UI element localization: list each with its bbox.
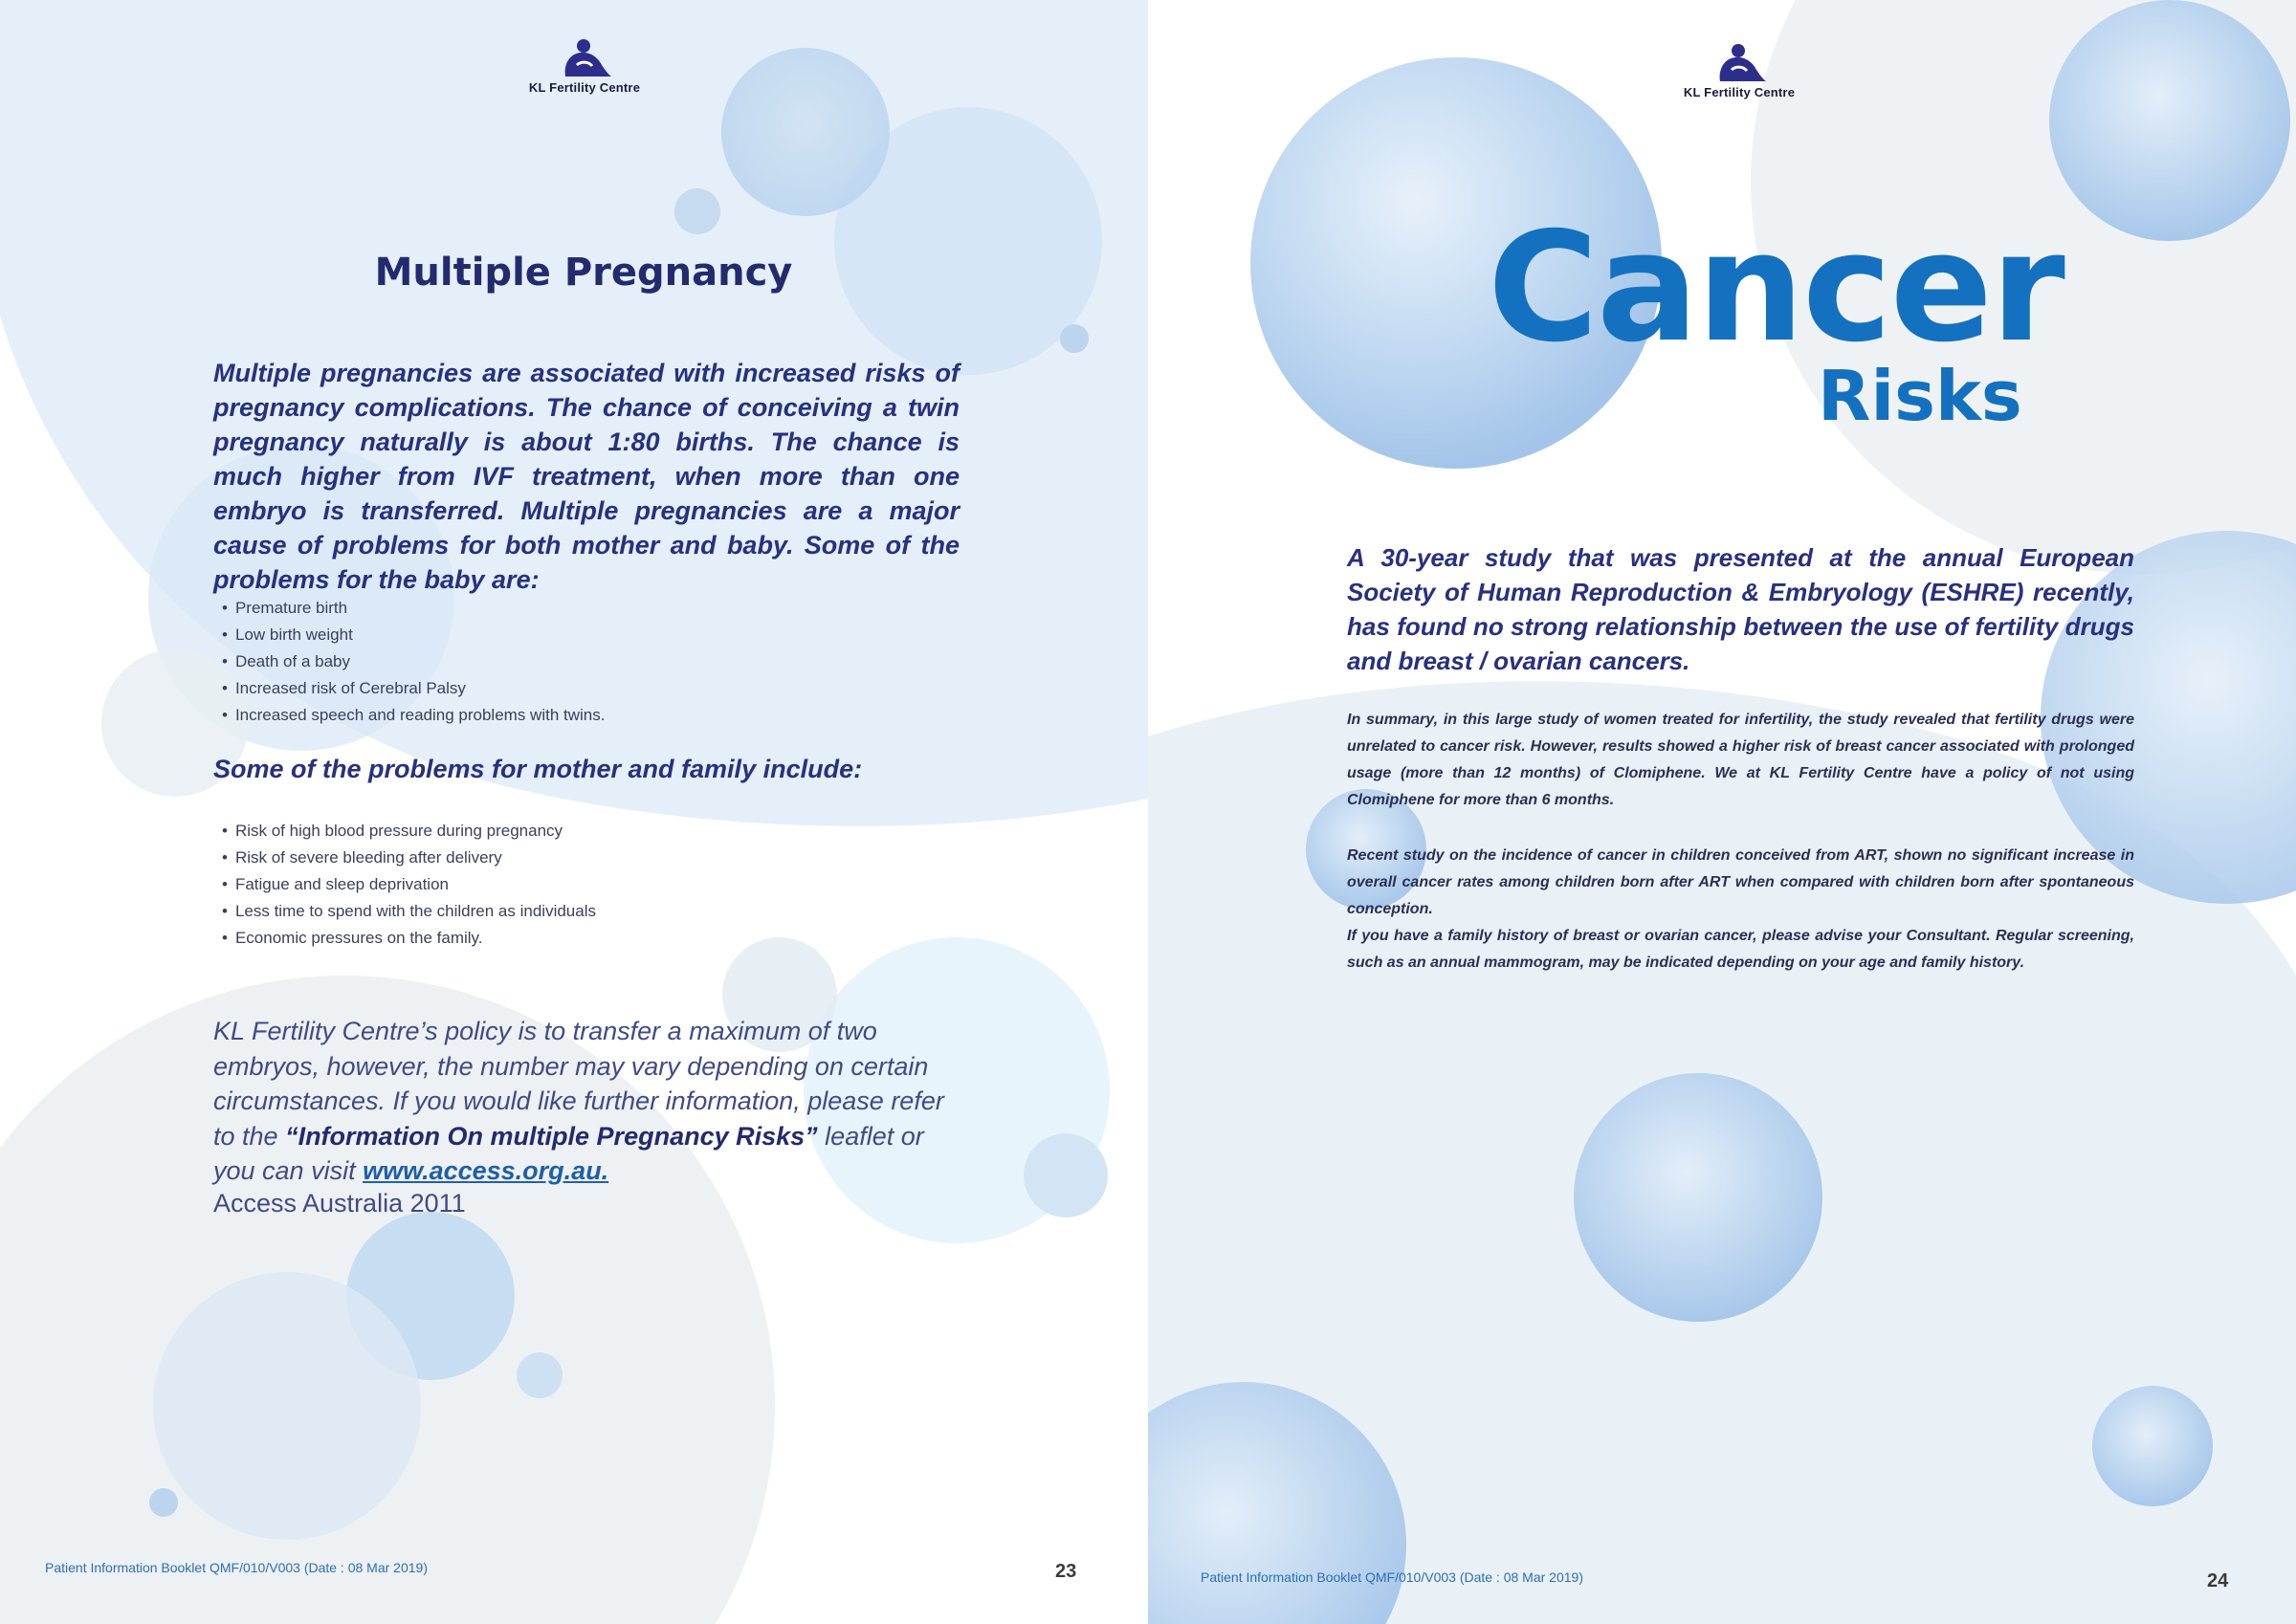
list-item: • Low birth weight xyxy=(222,622,949,648)
policy-text-continued: leaflet or you can visit xyxy=(213,1121,924,1185)
family-history-paragraph: If you have a family history of breast or ovarian cancer, please advise your Consultant. Regular screening, such as an annual mammogram, may be indicated depending on your age and family history. xyxy=(1347,928,2134,971)
page-title: Multiple Pregnancy xyxy=(374,251,793,295)
title-cancer: Cancer xyxy=(1488,200,2064,376)
source-citation: Access Australia 2011 xyxy=(213,1189,466,1218)
page-24 xyxy=(1148,0,2296,1624)
kl-fertility-logo xyxy=(1667,41,1811,99)
logo-text: KL Fertility Centre xyxy=(1683,85,1796,99)
page-number: 23 xyxy=(1055,1561,1077,1582)
list-item: • Increased speech and reading problems with twins. xyxy=(222,702,949,729)
baby-problems-list xyxy=(222,595,949,729)
summary-paragraph: In summary, in this large study of women treated for infertility, the study revealed that fertility drugs were unrelated to cancer risk. However, results showed a higher risk of breast cancer associated with prolonged usage (more than 12 months) of Clomiphene. We at KL Fertility Centre have a policy of not using Clomiphene for more than 6 months. xyxy=(1347,712,2134,808)
leaflet-title: “Information On multiple Pregnancy Risks” xyxy=(285,1121,818,1151)
list-item: • Less time to spend with the children as individuals xyxy=(222,898,949,925)
study-lead-paragraph: A 30-year study that was presented at the annual European Society of Human Reproduction & Embryology (ESHRE) recently, has found no strong relationship between the use of fertility drugs and breast / ovarian cancers. xyxy=(1347,543,2134,675)
kl-fertility-logo-icon xyxy=(1711,41,1768,85)
kl-fertility-logo xyxy=(513,36,656,95)
art-study-paragraph: Recent study on the incidence of cancer in children conceived from ART, shown no significant increase in overall cancer rates among children born after ART when compared with children born after spontaneous conception. xyxy=(1347,847,2134,917)
access-website-link[interactable]: www.access.org.au. xyxy=(363,1156,609,1185)
list-item: • Economic pressures on the family. xyxy=(222,925,949,952)
mother-problems-list xyxy=(222,818,949,952)
list-item: • Fatigue and sleep deprivation xyxy=(222,871,949,898)
footer-text: Patient Information Booklet QMF/010/V003 (Date : 08 Mar 2019) xyxy=(45,1560,428,1575)
policy-text: KL Fertility Centre’s policy is to transfer a maximum of two embryos, however, the number may vary depending on certain circumstances. If you would like further information, please refer to the xyxy=(213,1017,944,1151)
intro-paragraph: Multiple pregnancies are associated with increased risks of pregnancy complications. The chance of conceiving a twin pregnancy naturally is about 1:80 births. The chance is much higher from IVF treatment, when more than one embryo is transferred. Multiple pregnancies are a major cause of problems for both mother and baby. Some of the problems for the baby are: xyxy=(213,359,960,594)
logo-text: KL Fertility Centre xyxy=(528,80,641,95)
title-risks: Risks xyxy=(1818,356,2022,436)
list-item: • Increased risk of Cerebral Palsy xyxy=(222,675,949,702)
kl-fertility-logo-icon xyxy=(556,36,613,80)
policy-paragraph xyxy=(213,1014,969,1189)
list-item: • Risk of high blood pressure during pregnancy xyxy=(222,818,949,845)
list-item: • Premature birth xyxy=(222,595,949,622)
page-number: 24 xyxy=(2207,1570,2229,1591)
list-item: • Death of a baby xyxy=(222,648,949,675)
footer-text: Patient Information Booklet QMF/010/V003 (Date : 08 Mar 2019) xyxy=(1201,1569,1583,1585)
list-item: • Risk of severe bleeding after delivery xyxy=(222,845,949,871)
mother-problems-heading: Some of the problems for mother and family include: xyxy=(213,755,863,783)
